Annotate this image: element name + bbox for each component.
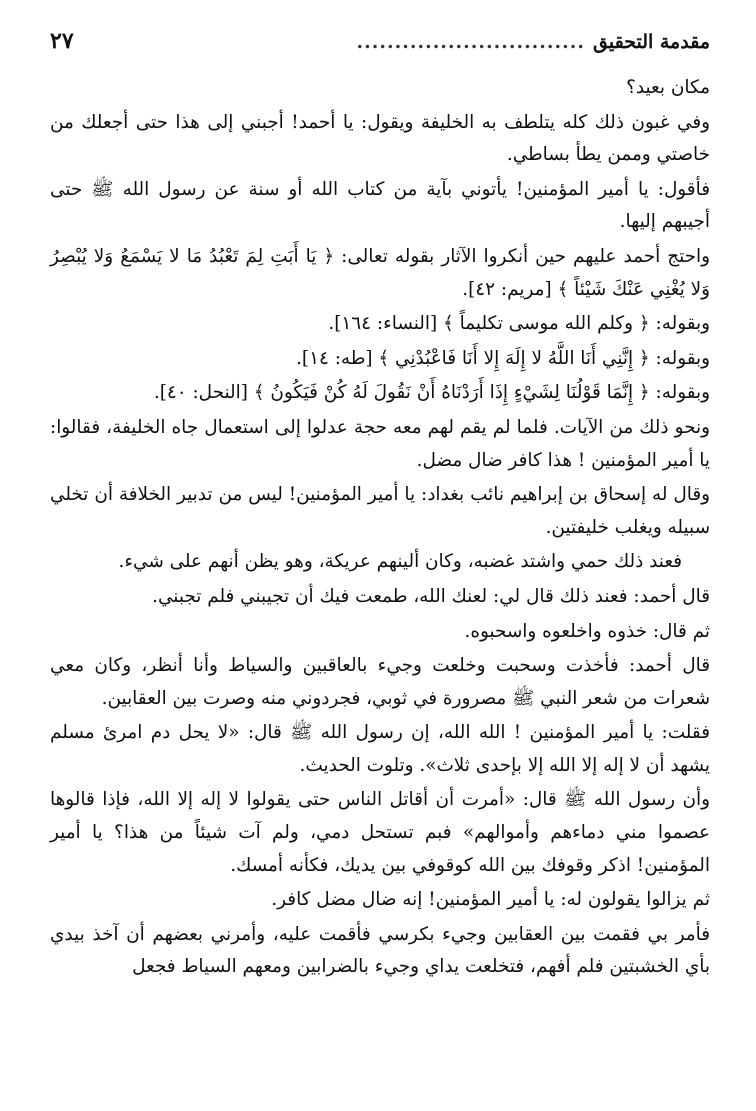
paragraph: واحتج أحمد عليهم حين أنكروا الآثار بقوله تعالى: ﴿ يَا أَبَتِ لِمَ تَعْبُدُ مَا لا يَسْمَعُ وَلا يُبْصِرُ وَلا يُغْنِي عَنْكَ شَيْئاً ﴾ [مريم: ٤٢].: [50, 245, 710, 300]
paragraph: وفي غبون ذلك كله يتلطف به الخليفة ويقول: يا أحمد! أجبني إلى هذا حتى أجعلك من خاصتي وممن يطأ بساطي.: [50, 111, 710, 166]
leader-dots: ..............................: [356, 31, 585, 53]
running-header: [50, 28, 710, 72]
paragraph: وقال له إسحاق بن إبراهيم نائب بغداد: يا أمير المؤمنين! ليس من تدبير الخلافة أن تخلي سبيله ويغلب خليفتين.: [50, 484, 710, 538]
paragraph: وأن رسول الله ﷺ قال: «أمرت أن أقاتل الناس حتى يقولوا لا إله إلا الله، فإذا قالوها عصموا مني دماءهم وأموالهم» فبم تستحل دمي، ولم آت شيئاً من هذا؟ يا أمير المؤمنين! اذكر وقوفك بين الله كوقوفي بين يديك، فكأنه أمسك.: [50, 789, 710, 876]
paragraph: فأمر بي فقمت بين العقابين وجيء بكرسي فأقمت عليه، وأمرني بعضهم أن آخذ بيدي بأي الخشبتين فلم أفهم، فتخلعت يداي وجيء بالضرابين ومعهم السياط فجعل: [50, 923, 710, 978]
section-title: مقدمة التحقيق: [593, 31, 710, 53]
paragraph: وبقوله: ﴿ إِنَّنِي أَنَا اللَّهُ لا إِلَهَ إِلا أَنَا فَاعْبُدْنِي ﴾ [طه: ١٤].: [296, 347, 710, 369]
paragraph: وبقوله: ﴿ وكلم الله موسى تكليماً ﴾ [النساء: ١٦٤].: [328, 313, 710, 335]
paragraph: ثم يزالوا يقولون له: يا أمير المؤمنين! إنه ضال مضل كافر.: [271, 889, 710, 911]
paragraph: ونحو ذلك من الآيات. فلما لم يقم لهم معه حجة عدلوا إلى استعمال جاه الخليفة، فقالوا: يا أمير المؤمنين ! هذا كافر ضال مضل.: [50, 416, 710, 471]
paragraph: فعند ذلك حمي واشتد غضبه، وكان ألينهم عريكة، وهو يظن أنهم على شيء.: [118, 551, 682, 573]
paragraph: قال أحمد: فعند ذلك قال لي: لعنك الله، طمعت فيك أن تجيبني فلم تجبني.: [152, 585, 710, 607]
page-body: [50, 72, 710, 984]
paragraph: ثم قال: خذوه واخلعوه واسحبوه.: [464, 620, 710, 642]
book-page: [50, 28, 710, 986]
paragraph: فقلت: يا أمير المؤمنين ! الله الله، إن رسول الله ﷺ قال: «لا يحل دم امرئ مسلم يشهد أن لا إله إلا الله إلا بإحدى ثلاث». وتلوت الحديث.: [50, 722, 710, 776]
page-number: ٢٧: [50, 28, 74, 54]
paragraph: مكان بعيد؟: [626, 77, 710, 98]
paragraph: قال أحمد: فأخذت وسحبت وخلعت وجيء بالعاقبين والسياط وأنا أنظر، وكان معي شعرات من شعر النبي ﷺ مصرورة في ثوبي، فجردوني منه وصرت بين العقابين.: [50, 655, 710, 709]
paragraph: وبقوله: ﴿ إِنَّمَا قَوْلُنَا لِشَيْءٍ إِذَا أَرَدْنَاهُ أَنْ نَقُولَ لَهُ كُنْ فَيَكُونُ ﴾ [النحل: ٤٠].: [153, 382, 710, 404]
paragraph: فأقول: يا أمير المؤمنين! يأتوني بآية من كتاب الله أو سنة عن رسول الله ﷺ حتى أجيبهم إليها.: [50, 178, 710, 233]
